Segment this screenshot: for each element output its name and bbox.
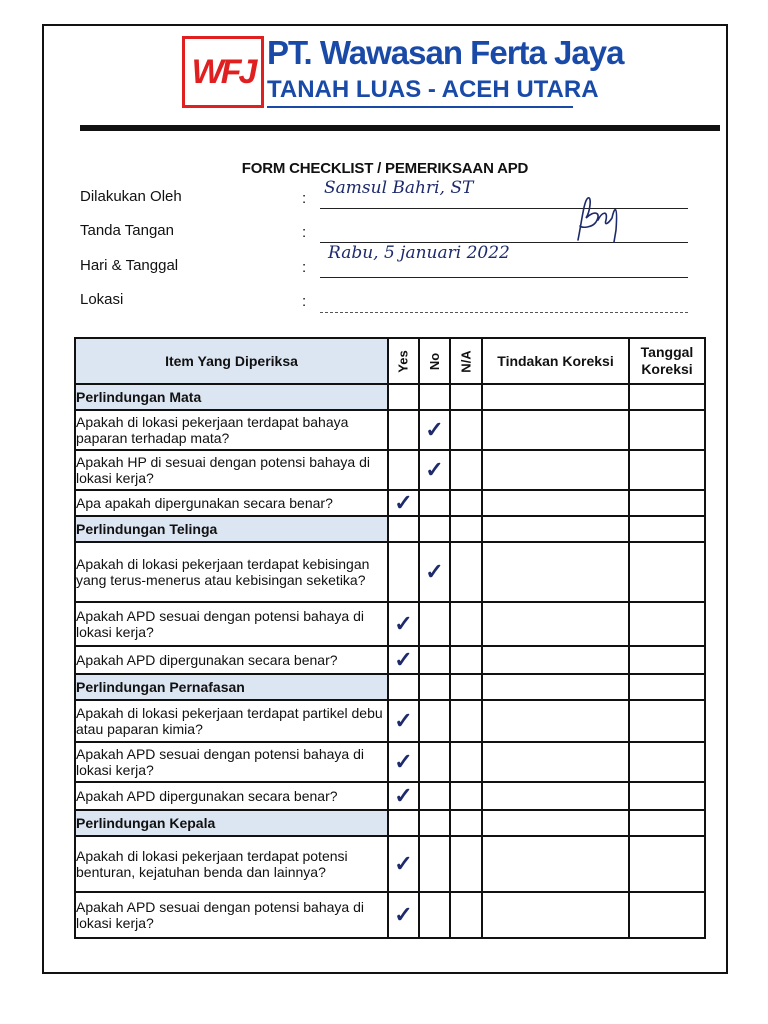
empty-cell xyxy=(419,674,450,700)
question-text: Apakah APD sesuai dengan potensi bahaya di lokasi kerja? xyxy=(75,602,388,646)
answer-yes-cell[interactable] xyxy=(388,602,419,646)
checkmark-icon: ✓ xyxy=(394,646,413,672)
answer-na-cell[interactable] xyxy=(450,450,482,490)
performed-by-value[interactable]: Samsul Bahri, ST xyxy=(324,178,474,198)
colon: : xyxy=(302,293,307,310)
question-text: Apakah APD sesuai dengan potensi bahaya di lokasi kerja? xyxy=(75,742,388,782)
correction-date-cell[interactable] xyxy=(629,602,705,646)
question-text: Apakah APD sesuai dengan potensi bahaya di lokasi kerja? xyxy=(75,892,388,938)
table-row xyxy=(75,700,705,742)
correction-date-cell[interactable] xyxy=(629,742,705,782)
header-na xyxy=(450,338,482,384)
answer-na-cell[interactable] xyxy=(450,782,482,810)
question-text: Apa apakah dipergunakan secara benar? xyxy=(75,490,388,516)
correction-date-cell[interactable] xyxy=(629,782,705,810)
empty-cell xyxy=(419,810,450,836)
colon: : xyxy=(302,190,307,207)
checkmark-icon: ✓ xyxy=(425,456,444,482)
handwritten-signature xyxy=(568,190,628,250)
checklist-body xyxy=(75,384,705,938)
answer-na-cell[interactable] xyxy=(450,700,482,742)
answer-yes-cell[interactable] xyxy=(388,410,419,450)
answer-na-cell[interactable] xyxy=(450,602,482,646)
correction-date-cell[interactable] xyxy=(629,836,705,892)
table-row xyxy=(75,646,705,674)
correction-cell[interactable] xyxy=(482,542,629,602)
question-text: Apakah APD dipergunakan secara benar? xyxy=(75,782,388,810)
table-row xyxy=(75,542,705,602)
answer-na-cell[interactable] xyxy=(450,742,482,782)
answer-no-cell[interactable] xyxy=(419,892,450,938)
empty-cell xyxy=(482,516,629,542)
section-title: Perlindungan Pernafasan xyxy=(75,674,388,700)
answer-na-cell[interactable] xyxy=(450,490,482,516)
correction-date-cell[interactable] xyxy=(629,646,705,674)
location-label: Lokasi xyxy=(80,291,124,308)
answer-yes-cell[interactable] xyxy=(388,836,419,892)
correction-cell[interactable] xyxy=(482,490,629,516)
empty-cell xyxy=(450,674,482,700)
section-title: Perlindungan Telinga xyxy=(75,516,388,542)
header-no xyxy=(419,338,450,384)
answer-no-cell[interactable] xyxy=(419,542,450,602)
checkmark-icon: ✓ xyxy=(394,707,413,733)
checkmark-icon: ✓ xyxy=(394,782,413,808)
empty-cell xyxy=(450,384,482,410)
correction-cell[interactable] xyxy=(482,700,629,742)
correction-cell[interactable] xyxy=(482,450,629,490)
answer-no-cell[interactable] xyxy=(419,602,450,646)
answer-yes-cell[interactable] xyxy=(388,782,419,810)
answer-yes-cell[interactable] xyxy=(388,450,419,490)
colon: : xyxy=(302,259,307,276)
logo-text: WFJ xyxy=(191,52,255,91)
company-underline xyxy=(267,106,573,108)
empty-cell xyxy=(419,384,450,410)
header-correction-date xyxy=(629,338,705,384)
table-row xyxy=(75,602,705,646)
table-row xyxy=(75,450,705,490)
correction-date-cell[interactable] xyxy=(629,892,705,938)
header-na-label: N/A xyxy=(458,349,474,373)
header-item: Item Yang Diperiksa xyxy=(75,338,388,384)
header-correction: Tindakan Koreksi xyxy=(482,338,629,384)
answer-yes-cell[interactable] xyxy=(388,542,419,602)
info-row-day-date xyxy=(80,243,720,279)
question-text: Apakah di lokasi pekerjaan terdapat bahaya paparan terhadap mata? xyxy=(75,410,388,450)
performed-by-label: Dilakukan Oleh xyxy=(80,188,182,205)
answer-no-cell[interactable] xyxy=(419,700,450,742)
header-yes xyxy=(388,338,419,384)
empty-cell xyxy=(450,810,482,836)
empty-cell xyxy=(629,810,705,836)
answer-no-cell[interactable] xyxy=(419,782,450,810)
answer-no-cell[interactable] xyxy=(419,836,450,892)
question-text: Apakah di lokasi pekerjaan terdapat kebisingan yang terus-menerus atau kebisingan seketika? xyxy=(75,542,388,602)
empty-cell xyxy=(419,516,450,542)
empty-cell xyxy=(388,810,419,836)
correction-date-cell[interactable] xyxy=(629,700,705,742)
section-row xyxy=(75,384,705,410)
table-row xyxy=(75,782,705,810)
checkmark-icon: ✓ xyxy=(394,748,413,774)
info-row-signature xyxy=(80,218,720,244)
answer-no-cell[interactable] xyxy=(419,742,450,782)
section-row xyxy=(75,810,705,836)
empty-cell xyxy=(388,384,419,410)
correction-date-cell[interactable] xyxy=(629,450,705,490)
apd-checklist-table xyxy=(74,337,706,939)
header-no-label: No xyxy=(427,352,442,370)
empty-cell xyxy=(629,384,705,410)
answer-na-cell[interactable] xyxy=(450,542,482,602)
section-title: Perlindungan Kepala xyxy=(75,810,388,836)
checkmark-icon: ✓ xyxy=(425,416,444,442)
question-text: Apakah APD dipergunakan secara benar? xyxy=(75,646,388,674)
day-date-line xyxy=(320,277,688,278)
empty-cell xyxy=(450,516,482,542)
answer-na-cell[interactable] xyxy=(450,410,482,450)
answer-yes-cell[interactable] xyxy=(388,646,419,674)
section-row xyxy=(75,674,705,700)
answer-na-cell[interactable] xyxy=(450,836,482,892)
section-title: Perlindungan Mata xyxy=(75,384,388,410)
correction-date-cell[interactable] xyxy=(629,410,705,450)
table-row xyxy=(75,410,705,450)
day-date-value[interactable]: Rabu, 5 januari 2022 xyxy=(328,243,510,263)
header-date-line2: Koreksi xyxy=(641,361,693,377)
table-row xyxy=(75,836,705,892)
header-date-line1: Tanggal xyxy=(640,344,694,360)
answer-yes-cell[interactable] xyxy=(388,892,419,938)
correction-cell[interactable] xyxy=(482,410,629,450)
header-divider xyxy=(80,125,720,131)
info-row-location xyxy=(80,287,720,313)
company-location: TANAH LUAS - ACEH UTARA xyxy=(267,76,599,103)
empty-cell xyxy=(482,384,629,410)
answer-yes-cell[interactable] xyxy=(388,742,419,782)
company-logo xyxy=(182,36,264,108)
correction-cell[interactable] xyxy=(482,602,629,646)
answer-no-cell[interactable] xyxy=(419,490,450,516)
answer-no-cell[interactable] xyxy=(419,646,450,674)
correction-cell[interactable] xyxy=(482,836,629,892)
answer-yes-cell[interactable] xyxy=(388,700,419,742)
correction-cell[interactable] xyxy=(482,742,629,782)
colon: : xyxy=(302,224,307,241)
checkmark-icon: ✓ xyxy=(425,558,444,584)
checkmark-icon: ✓ xyxy=(394,901,413,927)
header-yes-label: Yes xyxy=(395,349,411,373)
answer-na-cell[interactable] xyxy=(450,646,482,674)
signature-label: Tanda Tangan xyxy=(80,222,174,239)
correction-date-cell[interactable] xyxy=(629,490,705,516)
table-row xyxy=(75,490,705,516)
answer-no-cell[interactable] xyxy=(419,450,450,490)
correction-cell[interactable] xyxy=(482,892,629,938)
checkmark-icon: ✓ xyxy=(394,610,413,636)
question-text: Apakah di lokasi pekerjaan terdapat potensi benturan, kejatuhan benda dan lainnya? xyxy=(75,836,388,892)
question-text: Apakah di lokasi pekerjaan terdapat partikel debu atau paparan kimia? xyxy=(75,700,388,742)
location-line xyxy=(320,311,688,313)
answer-yes-cell[interactable] xyxy=(388,490,419,516)
empty-cell xyxy=(629,516,705,542)
empty-cell xyxy=(388,674,419,700)
form-page xyxy=(42,24,728,974)
answer-na-cell[interactable] xyxy=(450,892,482,938)
answer-no-cell[interactable] xyxy=(419,410,450,450)
correction-cell[interactable] xyxy=(482,782,629,810)
checkmark-icon: ✓ xyxy=(394,850,413,876)
empty-cell xyxy=(482,674,629,700)
correction-date-cell[interactable] xyxy=(629,542,705,602)
company-name: PT. Wawasan Ferta Jaya xyxy=(267,34,624,71)
table-header-row xyxy=(75,338,705,384)
correction-cell[interactable] xyxy=(482,646,629,674)
question-text: Apakah HP di sesuai dengan potensi bahaya di lokasi kerja? xyxy=(75,450,388,490)
empty-cell xyxy=(388,516,419,542)
day-date-label: Hari & Tanggal xyxy=(80,257,179,274)
section-row xyxy=(75,516,705,542)
table-row xyxy=(75,742,705,782)
empty-cell xyxy=(482,810,629,836)
performed-by-line xyxy=(320,208,688,209)
table-row xyxy=(75,892,705,938)
form-title: FORM CHECKLIST / PEMERIKSAAN APD xyxy=(241,160,529,177)
checkmark-icon: ✓ xyxy=(394,489,413,515)
empty-cell xyxy=(629,674,705,700)
